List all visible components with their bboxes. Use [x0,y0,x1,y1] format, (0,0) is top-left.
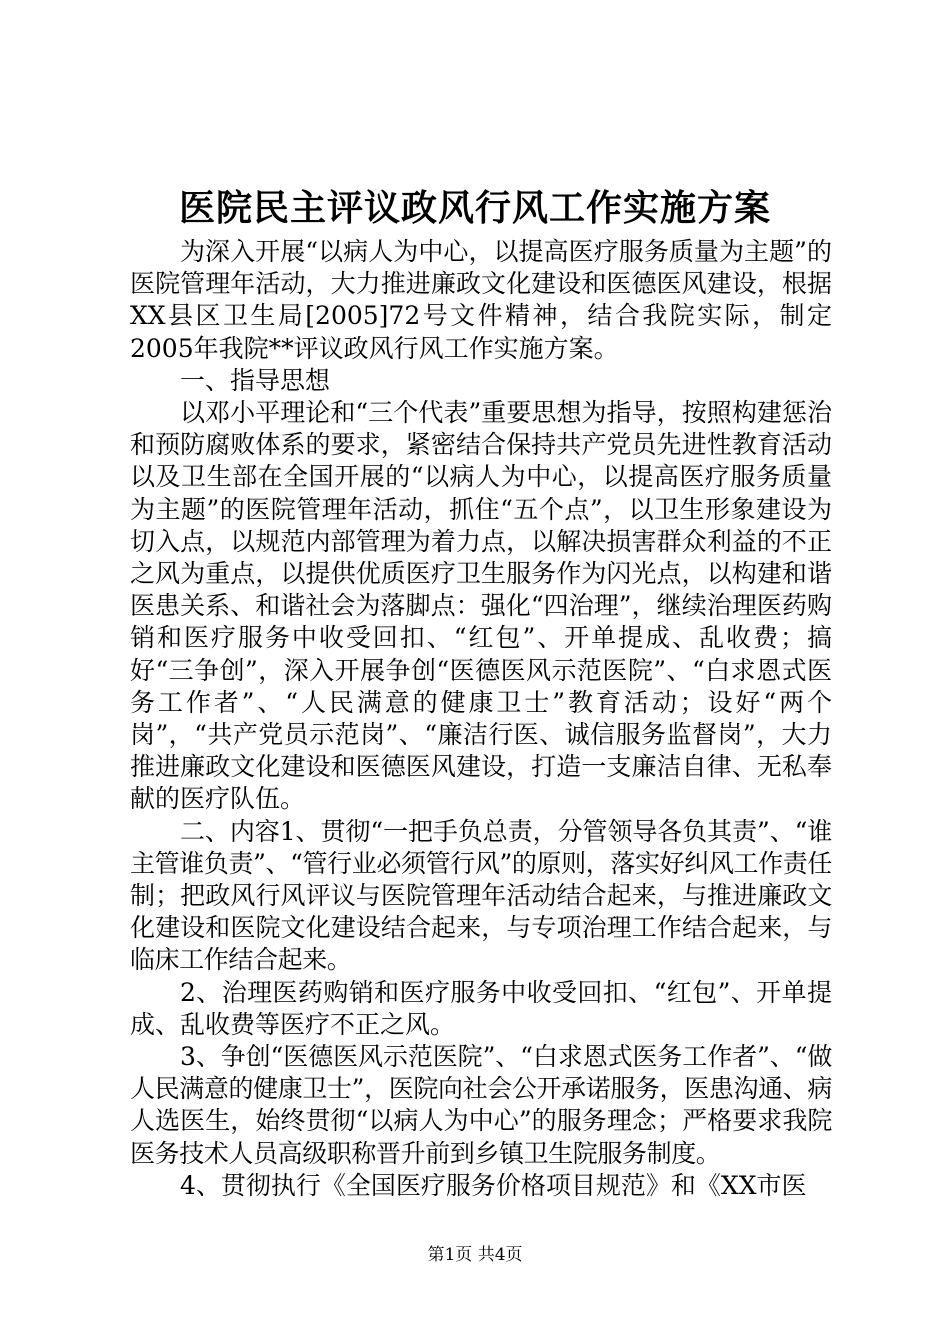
content-item-3-paragraph: 3、争创“医德医风示范医院”、“白求恩式医务工作者”、“做人民满意的健康卫士”，医院向社会公开承诺服务，医患沟通、病人选医生，始终贯彻“以病人为中心”的服务理念；严格要求我院医务技术人员高级职称晋升前到乡镇卫生院服务制度。 [130,1042,832,1168]
guiding-ideology-paragraph: 以邓小平理论和“三个代表”重要思想为指导，按照构建惩治和预防腐败体系的要求，紧密结合保持共产党员先进性教育活动以及卫生部在全国开展的“以病人为中心，以提高医疗服务质量为主题”的医院管理年活动，抓住“五个点”，以卫生形象建设为切入点，以规范内部管理为着力点，以解决损害群众利益的不正之风为重点，以提供优质医疗卫生服务作为闪光点，以构建和谐医患关系、和谐社会为落脚点：强化“四治理”，继续治理医药购销和医疗服务中收受回扣、“红包”、开单提成、乱收费；搞好“三争创”，深入开展争创“医德医风示范医院”、“白求恩式医务工作者”、“人民满意的健康卫士”教育活动；设好“两个岗”，“共产党员示范岗”、“廉洁行医、诚信服务监督岗”，大力推进廉政文化建设和医德医风建设，打造一支廉洁自律、无私奉献的医疗队伍。 [130,398,832,814]
section-heading-guiding-ideology: 一、指导思想 [180,365,331,395]
content-item-4-paragraph: 4、贯彻执行《全国医疗服务价格项目规范》和《XX市医 [180,1170,807,1200]
page-footer: 第1页 共4页 [427,1245,523,1265]
document-body [130,236,832,1202]
document-title: 医院民主评议政风行风工作实施方案 [178,187,771,229]
content-item-2-paragraph: 2、治理医药购销和医疗服务中收受回扣、“红包”、开单提成、乱收费等医疗不正之风。 [130,977,832,1039]
content-item-1-paragraph: 二、内容1、贯彻“一把手负总责，分管领导各负其责”、“谁主管谁负责”、“管行业必须管行风”的原则，落实好纠风工作责任制；把政风行风评议与医院管理年活动结合起来，与推进廉政文化建设和医院文化建设结合起来，与专项治理工作结合起来，与临床工作结合起来。 [130,816,832,975]
intro-paragraph: 为深入开展“以病人为中心，以提高医疗服务质量为主题”的医院管理年活动，大力推进廉政文化建设和医德医风建设，根据XX县区卫生局[2005]72号文件精神，结合我院实际，制定2005年我院**评议政风行风工作实施方案。 [130,237,832,363]
